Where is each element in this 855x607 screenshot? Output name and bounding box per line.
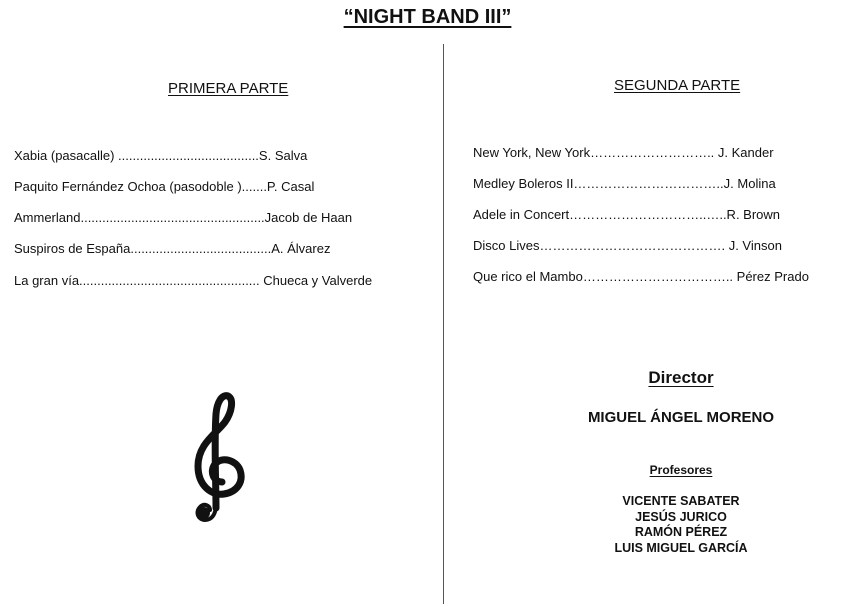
director-label: Director	[648, 368, 714, 387]
teacher-name: JESÚS JURICO	[635, 509, 727, 524]
program-item: Ammerland...................................................Jacob de Haan	[14, 210, 353, 225]
teacher-name: VICENTE SABATER	[622, 494, 740, 508]
director-name: MIGUEL ÁNGEL MORENO	[587, 409, 775, 426]
primera-parte-heading: PRIMERA PARTE	[168, 80, 289, 97]
page-title-text: “NIGHT BAND III”	[343, 6, 512, 28]
teacher-name: LUIS MIGUEL GARCÍA	[614, 540, 748, 555]
segunda-parte-heading: SEGUNDA PARTE	[614, 77, 741, 94]
program-item: Disco Lives……………………………………. J. Vinson	[473, 238, 782, 253]
column-divider	[443, 44, 444, 604]
program-item: Suspiros de España.......................................A. Álvarez	[14, 241, 331, 256]
program-item: Que rico el Mambo…………………………….. Pérez Prado	[473, 269, 809, 284]
program-item: Medley Boleros II……………………………..J. Molina	[473, 176, 776, 191]
program-item: La gran vía.................................................. Chueca y Valverde	[14, 273, 373, 288]
profesores-list	[547, 494, 815, 556]
program-item: New York, New York……………………….. J. Kander	[473, 145, 774, 160]
teacher-name: RAMÓN PÉREZ	[634, 525, 728, 539]
program-item: Xabia (pasacalle) .......................................S. Salva	[14, 148, 308, 163]
program-item: Adele in Concert…………………………..…..R. Brown	[473, 207, 781, 222]
program-item: Paquito Fernández Ochoa (pasodoble ).......P. Casal	[14, 179, 315, 194]
page-title	[0, 6, 855, 29]
treble-clef-icon	[182, 386, 252, 526]
profesores-label: Profesores	[649, 463, 713, 477]
